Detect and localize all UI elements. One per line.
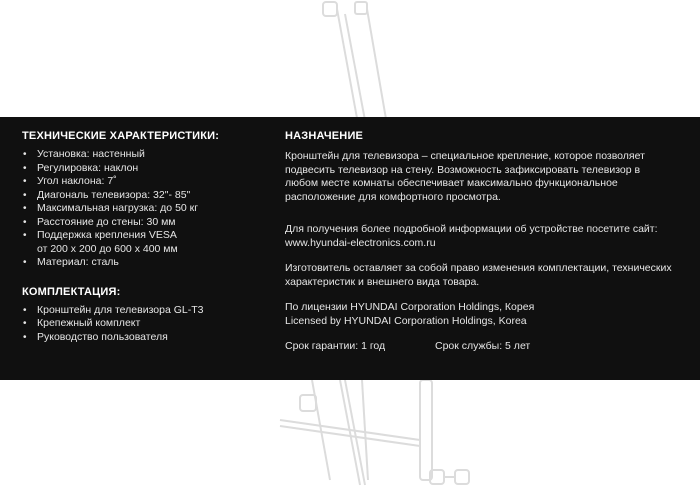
spec-vesa-label: Поддержка крепления VESA bbox=[37, 229, 177, 241]
website-link: www.hyundai-electronics.com.ru bbox=[285, 236, 436, 249]
service-life: Срок службы: 5 лет bbox=[435, 340, 531, 352]
kit-item-mounting-set: • Крепежный комплект bbox=[22, 317, 272, 331]
info-text: Для получения более подробной информации об устройстве посетите сайт: bbox=[285, 223, 658, 235]
left-column bbox=[22, 129, 272, 344]
specs-section bbox=[22, 129, 272, 270]
specs-list bbox=[22, 148, 272, 270]
kit-title: КОМПЛЕКТАЦИЯ: bbox=[22, 285, 121, 298]
spec-tilt-angle: • Угол наклона: 7˚ bbox=[22, 175, 272, 189]
specs-title: ТЕХНИЧЕСКИЕ ХАРАКТЕРИСТИКИ: bbox=[22, 130, 220, 142]
purpose-description: Кронштейн для телевизора – специальное крепление, которое позволяет подвесить телевизор на стену. Возможность зафиксировать телевизор в любом месте комнаты обеспечивает максимально функциональное расположение для комфортного просмотра. bbox=[285, 150, 645, 203]
kit-list bbox=[22, 304, 272, 345]
kit-item-manual: • Руководство пользователя bbox=[22, 331, 272, 345]
spec-installation: • Установка: настенный bbox=[22, 148, 272, 162]
warranty-period: Срок гарантии: 1 год bbox=[285, 340, 386, 352]
right-column bbox=[285, 129, 685, 354]
manufacturer-notice: Изготовитель оставляет за собой право изменения комплектации, технических характеристик и внешнего вида товара. bbox=[285, 262, 672, 288]
terms-line bbox=[285, 340, 685, 354]
license-en: Licensed by HYUNDAI Corporation Holdings, Korea bbox=[285, 314, 527, 327]
spec-tv-diagonal: • Диагональ телевизора: 32"- 85" bbox=[22, 189, 272, 203]
kit-item-bracket: • Кронштейн для телевизора GL-T3 bbox=[22, 304, 272, 318]
license-ru: По лицензии HYUNDAI Corporation Holdings, Корея bbox=[285, 301, 535, 313]
kit-section bbox=[22, 285, 272, 345]
purpose-title: НАЗНАЧЕНИЕ bbox=[285, 130, 364, 142]
license-block bbox=[285, 301, 685, 328]
info-block bbox=[285, 223, 685, 250]
spec-wall-distance: • Расстояние до стены: 30 мм bbox=[22, 216, 272, 230]
spec-vesa bbox=[22, 229, 272, 256]
specification-panel bbox=[0, 117, 700, 380]
spec-material: • Материал: сталь bbox=[22, 256, 272, 270]
spec-adjustment: • Регулировка: наклон bbox=[22, 162, 272, 176]
spec-max-load: • Максимальная нагрузка: до 50 кг bbox=[22, 202, 272, 216]
spec-vesa-range: от 200 x 200 до 600 x 400 мм bbox=[37, 242, 178, 255]
